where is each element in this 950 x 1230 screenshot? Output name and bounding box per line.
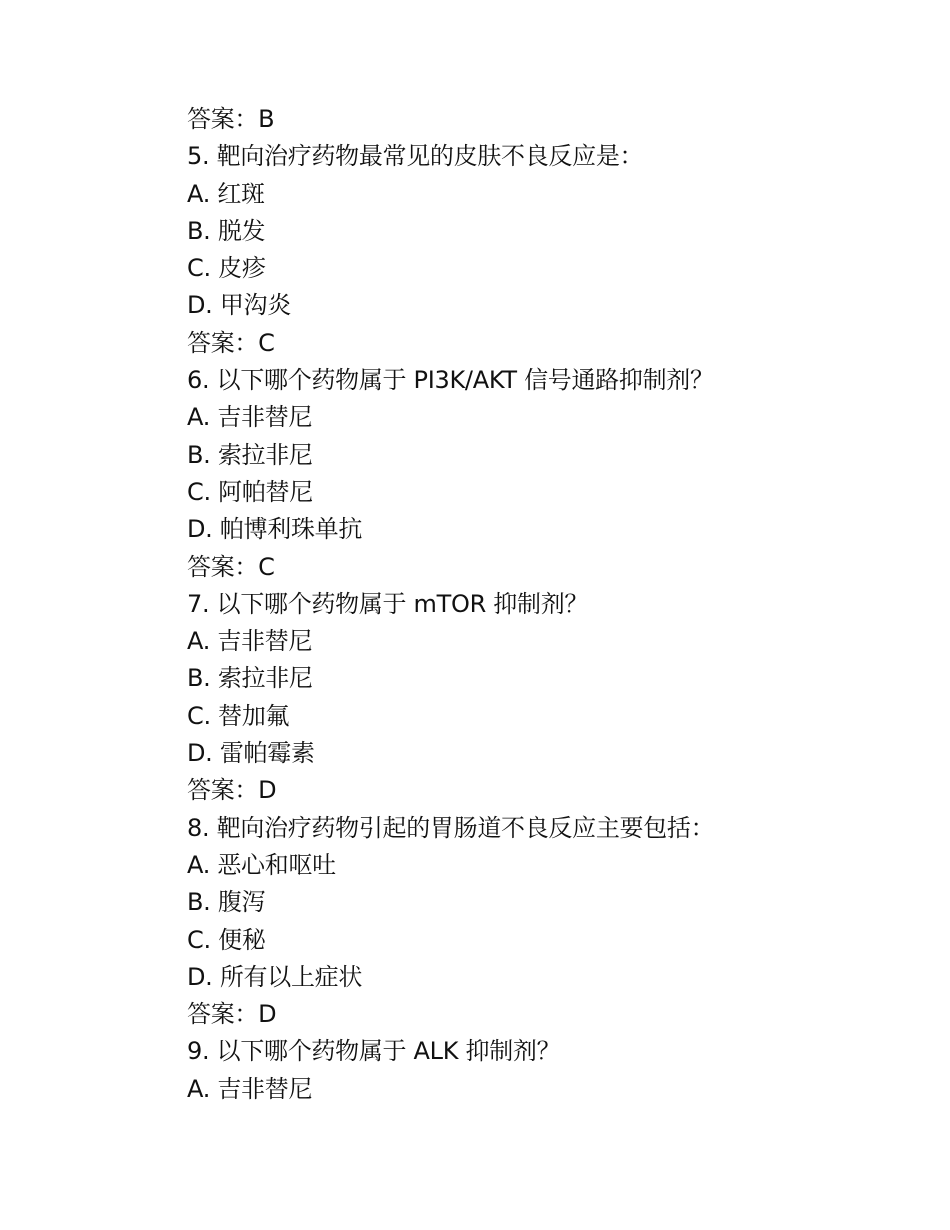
- option-b: B. 腹泻: [187, 888, 266, 917]
- option-a: A. 恶心和呕吐: [187, 850, 336, 879]
- answer-line: 答案：C: [187, 328, 275, 357]
- question-8: 8. 靶向治疗药物引起的胃肠道不良反应主要包括：: [187, 813, 715, 842]
- option-c: C. 皮疹: [187, 254, 266, 283]
- option-b: B. 索拉非尼: [187, 664, 313, 693]
- question-6: 6. 以下哪个药物属于 PI3K/AKT 信号通路抑制剂？: [187, 366, 714, 395]
- answer-line: 答案：D: [187, 1000, 277, 1029]
- question-9: 9. 以下哪个药物属于 ALK 抑制剂？: [187, 1037, 561, 1066]
- option-c: C. 便秘: [187, 925, 266, 954]
- option-c: C. 阿帕替尼: [187, 477, 313, 506]
- option-d: D. 帕博利珠单抗: [187, 515, 363, 544]
- answer-line: 答案：C: [187, 552, 275, 581]
- option-b: B. 脱发: [187, 216, 266, 245]
- option-a: A. 吉非替尼: [187, 627, 313, 656]
- option-b: B. 索拉非尼: [187, 440, 313, 469]
- document-body: [187, 101, 887, 1108]
- question-7: 7. 以下哪个药物属于 mTOR 抑制剂？: [187, 589, 589, 618]
- option-a: A. 吉非替尼: [187, 403, 313, 432]
- option-d: D. 所有以上症状: [187, 962, 363, 991]
- answer-line: 答案：B: [187, 105, 275, 133]
- option-d: D. 甲沟炎: [187, 291, 291, 320]
- option-a: A. 吉非替尼: [187, 1074, 313, 1103]
- option-a: A. 红斑: [187, 179, 265, 208]
- option-c: C. 替加氟: [187, 701, 290, 730]
- question-5: 5. 靶向治疗药物最常见的皮肤不良反应是：: [187, 142, 644, 171]
- option-d: D. 雷帕霉素: [187, 739, 315, 768]
- answer-line: 答案：D: [187, 776, 277, 805]
